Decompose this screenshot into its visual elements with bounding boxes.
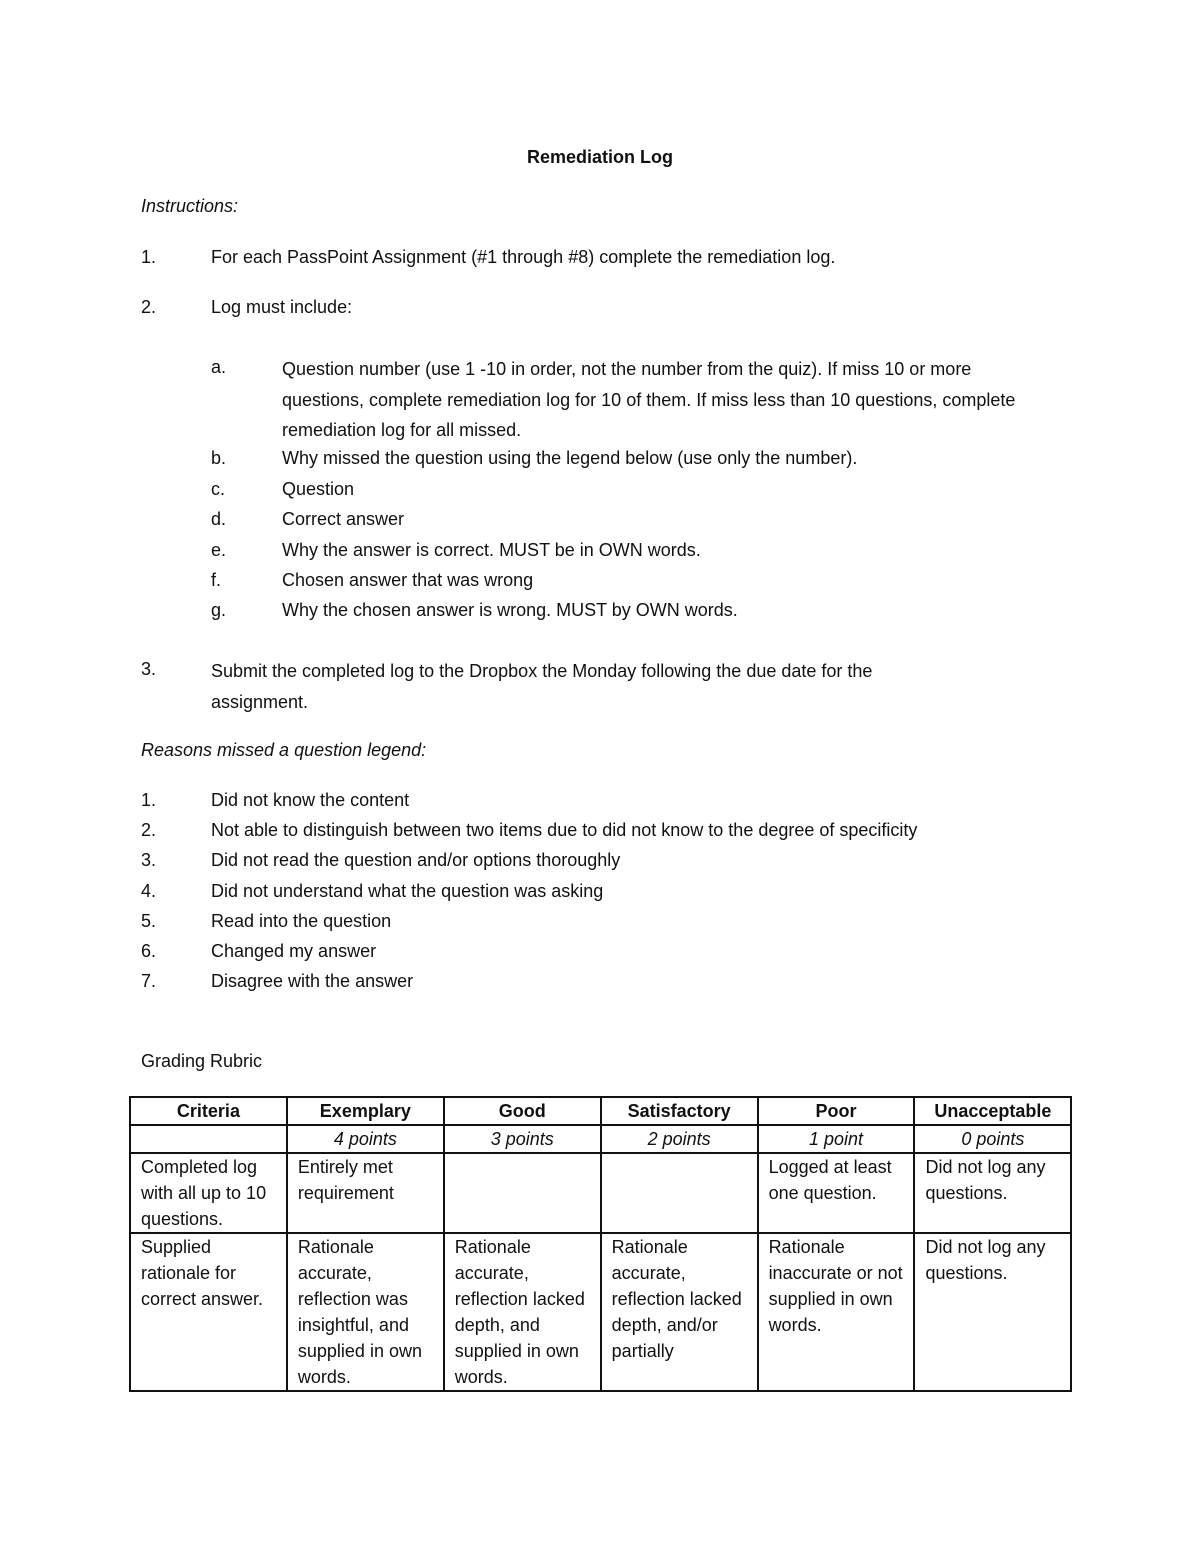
rubric-cell: Rationale accurate, reflection was insightful, and supplied in own words.	[287, 1233, 444, 1391]
sub-item-letter: d.	[211, 509, 227, 529]
sub-item-text: Correct answer	[282, 509, 405, 529]
rubric-header-cell: Satisfactory	[601, 1097, 758, 1125]
rubric-cell: Rationale inaccurate or not supplied in own words.	[758, 1233, 915, 1391]
legend-number: 1.	[141, 790, 157, 810]
rubric-points-cell: 1 point	[758, 1125, 915, 1153]
rubric-cell: Entirely met requirement	[287, 1153, 444, 1233]
rubric-heading: Grading Rubric	[141, 1051, 263, 1071]
step-text: Submit the completed log to the Dropbox the Monday following the due date for the assignment.	[211, 661, 873, 712]
rubric-row	[130, 1233, 1071, 1391]
sub-item-text: Why missed the question using the legend below (use only the number).	[282, 448, 858, 468]
sub-item-letter: g.	[211, 600, 227, 620]
sub-item-text: Question	[282, 479, 355, 499]
rubric-points-cell: 2 points	[601, 1125, 758, 1153]
legend-text: Read into the question	[211, 911, 392, 931]
legend-text: Disagree with the answer	[211, 971, 414, 991]
legend-number: 4.	[141, 881, 157, 901]
rubric-header-cell: Good	[444, 1097, 601, 1125]
legend-number: 6.	[141, 941, 157, 961]
rubric-points-cell	[130, 1125, 287, 1153]
rubric-header-cell: Criteria	[130, 1097, 287, 1125]
step-number: 1.	[141, 247, 157, 267]
rubric-header-cell: Exemplary	[287, 1097, 444, 1125]
sub-item-letter: c.	[211, 479, 226, 499]
sub-item-letter: e.	[211, 540, 227, 560]
legend-text: Did not understand what the question was asking	[211, 881, 604, 901]
sub-item-letter: a.	[211, 357, 227, 377]
legend-number: 3.	[141, 850, 157, 870]
rubric-cell: Did not log any questions.	[914, 1233, 1071, 1391]
rubric-cell: Supplied rationale for correct answer.	[130, 1233, 287, 1391]
grading-rubric-table	[129, 1096, 1072, 1392]
page-title: Remediation Log	[526, 147, 673, 167]
rubric-cell	[444, 1153, 601, 1233]
legend-text: Not able to distinguish between two items due to did not know to the degree of specificity	[211, 820, 918, 840]
rubric-cell: Completed log with all up to 10 questions.	[130, 1153, 287, 1233]
legend-heading: Reasons missed a question legend:	[141, 740, 427, 760]
step-number: 2.	[141, 297, 157, 317]
rubric-cell: Rationale accurate, reflection lacked depth, and/or partially	[601, 1233, 758, 1391]
legend-text: Did not know the content	[211, 790, 410, 810]
rubric-row	[130, 1153, 1071, 1233]
rubric-points-row	[130, 1125, 1071, 1153]
sub-item-text: Why the chosen answer is wrong. MUST by OWN words.	[282, 600, 738, 620]
sub-item-text: Question number (use 1 -10 in order, not the number from the quiz). If miss 10 or more questions, complete remediation log for 10 of them. If miss less than 10 questions, complete remediation log for all missed.	[282, 359, 1016, 440]
legend-number: 2.	[141, 820, 157, 840]
step-text: For each PassPoint Assignment (#1 through #8) complete the remediation log.	[211, 247, 836, 267]
rubric-cell	[601, 1153, 758, 1233]
step-number: 3.	[141, 659, 157, 679]
legend-number: 7.	[141, 971, 157, 991]
rubric-cell: Rationale accurate, reflection lacked depth, and supplied in own words.	[444, 1233, 601, 1391]
rubric-points-cell: 0 points	[914, 1125, 1071, 1153]
sub-item-text: Why the answer is correct. MUST be in OWN words.	[282, 540, 701, 560]
rubric-points-cell: 4 points	[287, 1125, 444, 1153]
sub-item-text: Chosen answer that was wrong	[282, 570, 534, 590]
legend-text: Did not read the question and/or options thoroughly	[211, 850, 621, 870]
rubric-header-cell: Poor	[758, 1097, 915, 1125]
rubric-points-cell: 3 points	[444, 1125, 601, 1153]
rubric-cell: Did not log any questions.	[914, 1153, 1071, 1233]
legend-number: 5.	[141, 911, 157, 931]
rubric-cell: Logged at least one question.	[758, 1153, 915, 1233]
sub-item-letter: b.	[211, 448, 227, 468]
rubric-header-row	[130, 1097, 1071, 1125]
legend-text: Changed my answer	[211, 941, 377, 961]
step-text: Log must include:	[211, 297, 353, 317]
sub-item-letter: f.	[211, 570, 222, 590]
instructions-heading: Instructions:	[141, 196, 239, 216]
rubric-header-cell: Unacceptable	[914, 1097, 1071, 1125]
